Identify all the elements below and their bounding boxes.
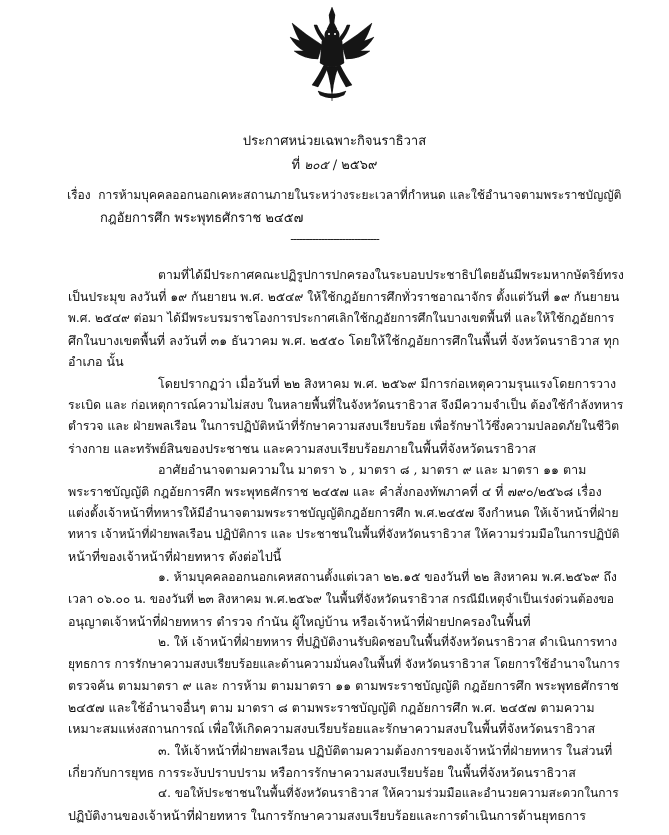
subject-label: เรื่อง [67,188,91,202]
body-line: ตามที่ได้มีประกาศคณะปฏิรูปการปกครองในระบอบประชาธิปไตยอันมีพระมหากษัตริย์ทรง [158,268,624,282]
separator-line: ----------------------------- [290,232,379,246]
announcement-title: ประกาศหน่วยเฉพาะกิจนราธิวาส [242,134,427,149]
body-line: ๒. ให้ เจ้าหน้าที่ฝ่ายทหาร ที่ปฏิบัติงานรับผิดชอบในพื้นที่จังหวัดนราธิวาส ดำเนินการทาง [158,635,618,650]
body-line: ร่างกาย และทรัพย์สินของประชาชน และความสงบเรียบร้อยภายในพื้นที่จังหวัดนราธิวาส [68,440,537,456]
body-line: พ.ศ. ๒๕๔๙ ต่อมา ได้มีพระบรมราชโองการประกาศเลิกใช้กฎอัยการศึกในบางเขตพื้นที่ และให้ใช้กฎอัยการ [68,311,615,326]
body-line: พระราชบัญญัติ กฎอัยการศึก พระพุทธศักราช ๒๔๕๗ และ คำสั่งกองทัพภาคที่ ๔ ที่ ๗๙๐/๒๕๖๘ เรื่อง [68,483,602,499]
body-line: ทหาร เจ้าหน้าที่ฝ่ายพลเรือน ปฏิบัติการ และ ประชาชนในพื้นที่จังหวัดนราธิวาส ให้ความร่วมมือในการปฏิบัติ [68,527,620,542]
body-line: ยุทธการ การรักษาความสงบเรียบร้อยและด้านความมั่นคงในพื้นที่ จังหวัดนราธิวาส โดยการใช้อำนาจในการ [68,656,620,671]
announcement-body [68,265,624,826]
body-line: อำเภอ นั้น [68,354,124,370]
subject-text-1: การห้ามบุคคลออกนอกเคหะสถานภายในระหว่างระยะเวลาที่กำหนด และใช้อำนาจตามพระราชบัญญัติ [98,188,622,202]
body-line: ๓. ให้เจ้าหน้าที่ฝ่ายพลเรือน ปฏิบัติตามความต้องการของเจ้าหน้าที่ฝ่ายทหาร ในส่วนที่ [158,743,613,759]
garuda-emblem-icon [288,5,376,105]
subject-line-1 [67,184,627,207]
body-line: ปฏิบัติงานของเจ้าหน้าที่ฝ่ายทหาร ในการรักษาความสงบเรียบร้อยและการดำเนินการด้านยุทธการ [68,807,587,823]
body-line: เหมาะสมแห่งสถานการณ์ เพื่อให้เกิดความสงบเรียบร้อยและรักษาความสงบในพื้นที่จังหวัดนราธิวาส [68,721,596,737]
body-line: อนุญาตเจ้าหน้าที่ฝ่ายทหาร ตำรวจ กำนัน ผู้ใหญ่บ้าน หรือเจ้าหน้าที่ฝ่ายปกครองในพื้นที่ [68,613,531,629]
subject-block [67,184,627,230]
body-line: อาศัยอำนาจตามความใน มาตรา ๖ , มาตรา ๘ , มาตรา ๙ และ มาตรา ๑๑ ตาม [158,462,587,478]
body-line: ระเบิด และ ก่อเหตุการณ์ความไม่สงบ ในหลายพื้นที่ในจังหวัดนราธิวาส จึงมีความจำเป็น ต้องใช้กำลังทหาร [68,397,624,412]
handwritten-number: ๒๐๕ [304,158,329,172]
body-line: เวลา ๐๖.๐๐ น. ของวันที่ ๒๓ สิงหาคม พ.ศ.๒๕๖๙ ในพื้นที่จังหวัดนราธิวาส กรณีมีเหตุจำเป็นเร่งด่วนต้องขอ [68,591,615,606]
body-line: โดยปรากฏว่า เมื่อวันที่ ๒๒ สิงหาคม พ.ศ. ๒๕๖๙ มีการก่อเหตุความรุนแรงโดยการวาง [158,375,617,391]
number-suffix: / ๒๕๖๙ [332,158,378,173]
subject-line-2: กฎอัยการศึก พระพุทธศักราช ๒๔๕๗ [100,211,304,226]
body-line: เกี่ยวกับการยุทธ การระงับปราบปราม หรือการรักษาความสงบเรียบร้อย ในพื้นที่จังหวัดนราธิวาส [68,764,576,780]
body-line: ตรวจค้น ตามมาตรา ๙ และ การห้าม ตามมาตรา ๑๑ ตามพระราชบัญญัติ กฎอัยการศึก พระพุทธศักราช [68,678,619,694]
body-line: ศึกในบางเขตพื้นที่ ลงวันที่ ๓๑ ธันวาคม พ.ศ. ๒๕๕๐ โดยให้ใช้กฎอัยการศึกในพื้นที่ จังหวัดนราธิวาส ทุก [68,332,620,348]
announcement-number [0,156,669,175]
body-line: เป็นประมุข ลงวันที่ ๑๙ กันยายน พ.ศ. ๒๕๔๙ ให้ใช้กฎอัยการศึกทั่วราชอาณาจักร ตั้งแต่วันที่ ๑๙ กันยายน [68,289,620,304]
number-prefix: ที่ [291,158,301,173]
body-line: ตำรวจ และ ฝ่ายพลเรือน ในการปฏิบัติหน้าที่รักษาความสงบเรียบร้อย เพื่อรักษาไว้ซึ่งความปลอดภัยในชีวิต [68,419,620,434]
body-line: ๑. ห้ามบุคคลออกนอกเคหสถานตั้งแต่เวลา ๒๒.๑๕ ของวันที่ ๒๒ สิงหาคม พ.ศ.๒๕๖๙ ถึง [158,570,617,585]
body-line: ๒๔๕๗ และใช้อำนาจอื่นๆ ตาม มาตรา ๘ ตามพระราชบัญญัติ กฎอัยการศึก พ.ศ. ๒๔๕๗ ตามความ [68,699,595,715]
body-line: หน้าที่ของเจ้าหน้าที่ฝ่ายทหาร ดังต่อไปนี้ [68,548,282,564]
body-line: ๔. ขอให้ประชาชนในพื้นที่จังหวัดนราธิวาส ให้ความร่วมมือและอำนวยความสะดวกในการ [158,786,619,801]
body-line: แต่งตั้งเจ้าหน้าที่ทหารให้มีอำนาจตามพระราชบัญญัติกฎอัยการศึก พ.ศ.๒๔๕๗ จึงกำหนด ให้เจ้าหน้าที่ฝ่าย [68,505,619,520]
